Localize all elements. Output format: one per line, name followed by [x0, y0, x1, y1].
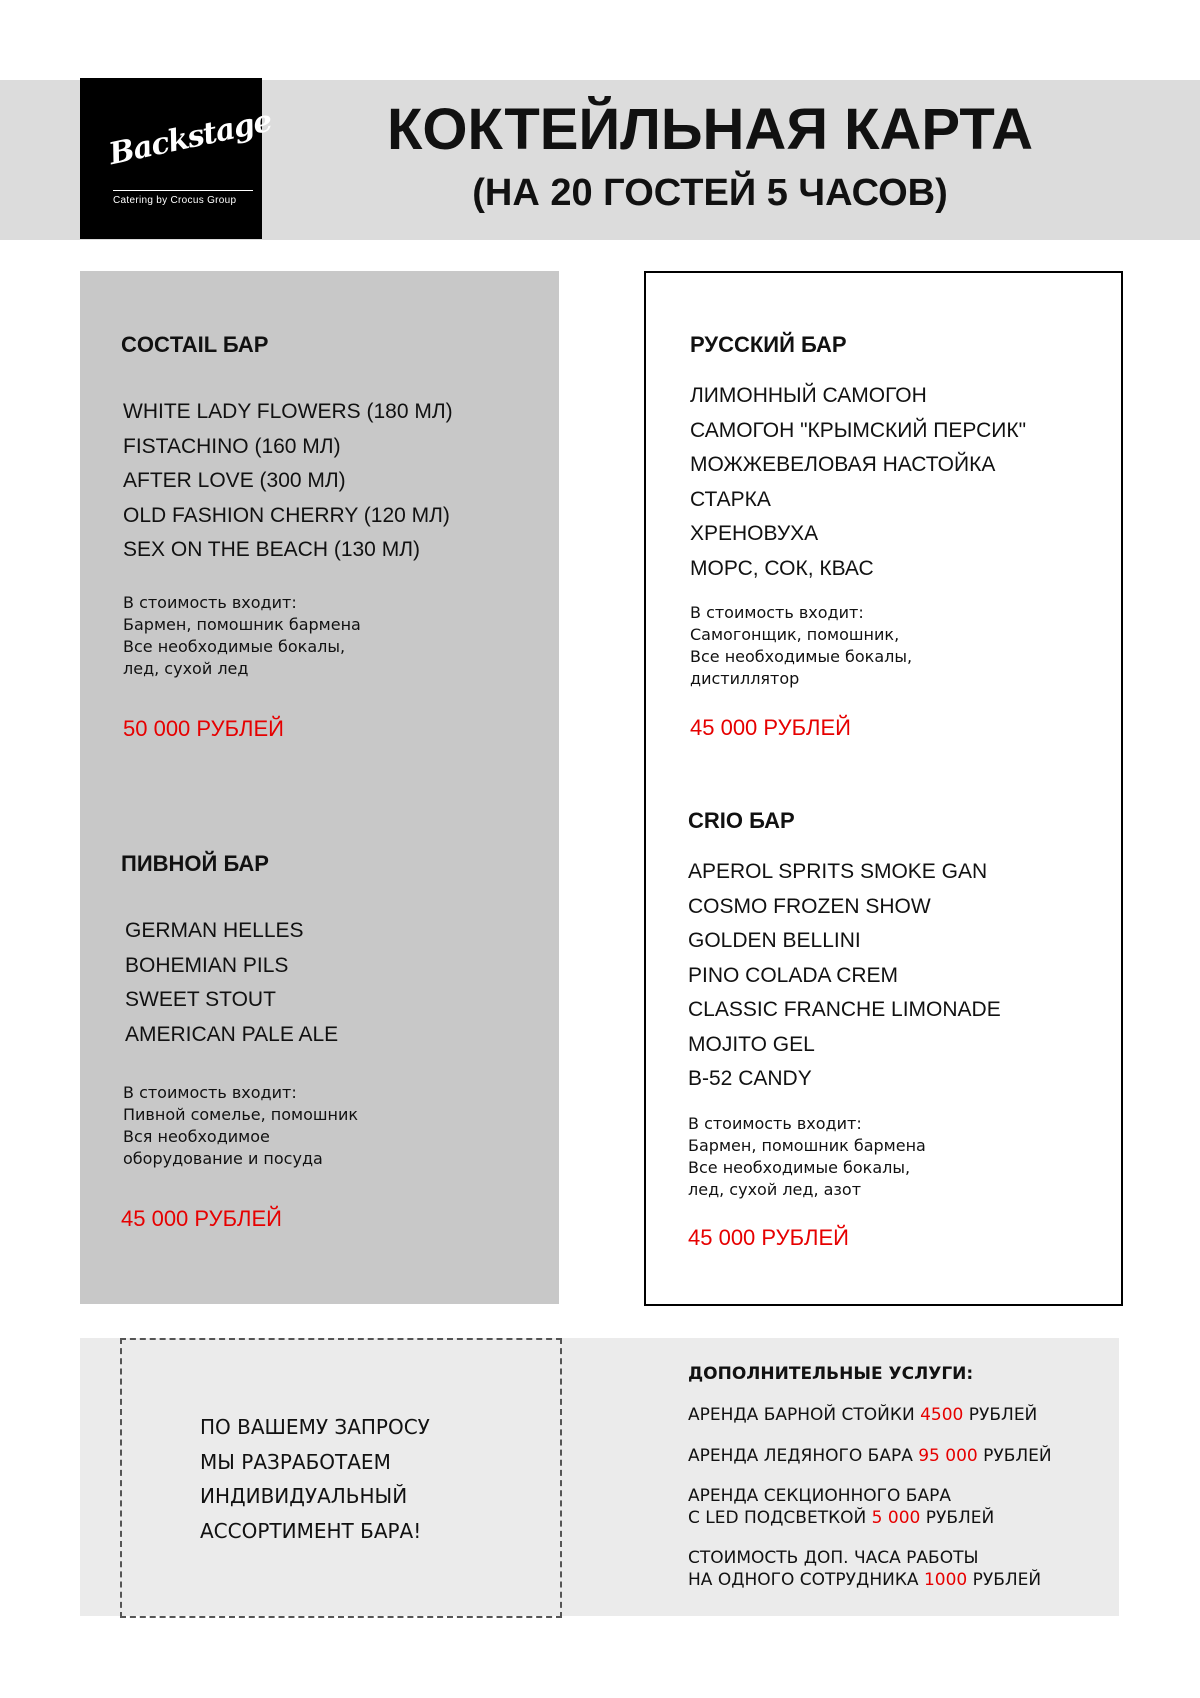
extra-price: 5 000 — [871, 1508, 921, 1528]
custom-request-line: ИНДИВИДУАЛЬНЫЙ — [200, 1484, 408, 1508]
list-item: СТАРКА — [690, 487, 771, 511]
page-title: КОКТЕЙЛЬНАЯ КАРТА — [387, 97, 1033, 162]
list-item: COSMO FROZEN SHOW — [688, 894, 931, 918]
list-item: SEX ON THE BEACH (130 МЛ) — [123, 538, 420, 561]
logo — [80, 78, 275, 239]
included-line: Все необходимые бокалы, — [123, 636, 346, 656]
page-subtitle: (НА 20 ГОСТЕЙ 5 ЧАСОВ) — [472, 172, 948, 214]
russian-bar-included — [690, 602, 1026, 690]
custom-request-line: АССОРТИМЕНТ БАРА! — [200, 1518, 422, 1543]
beer-bar-price: 45 000 РУБЛЕЙ — [121, 1206, 282, 1231]
included-line: Пивной сомелье, помошник — [123, 1105, 359, 1124]
extra-text: РУБЛЕЙ — [967, 1570, 1042, 1590]
list-item: SWEET STOUT — [125, 988, 276, 1011]
included-line: Самогонщик, помошник, — [690, 625, 900, 644]
included-line: Все необходимые бокалы, — [688, 1157, 911, 1177]
included-line: В стоимость входит: — [688, 1113, 862, 1133]
list-item: PINO COLADA CREM — [688, 963, 899, 987]
crio-bar-section — [688, 808, 1001, 1251]
extra-sectional-bar — [688, 1485, 994, 1529]
extras-title: ДОПОЛНИТЕЛЬНЫЕ УСЛУГИ: — [688, 1364, 974, 1384]
extra-text: РУБЛЕЙ — [977, 1446, 1052, 1466]
extra-price: 95 000 — [918, 1446, 978, 1466]
cocktail-bar-included — [123, 592, 453, 680]
included-line: оборудование и посуда — [123, 1149, 323, 1168]
cocktail-bar-items — [123, 395, 453, 568]
custom-request-text — [200, 1410, 530, 1548]
list-item: APEROL SPRITS SMOKE GAN — [688, 860, 988, 883]
russian-bar-section — [690, 332, 1026, 741]
list-item: ЛИМОННЫЙ САМОГОН — [690, 384, 927, 407]
list-item: MOJITO GEL — [688, 1032, 815, 1056]
list-item: BOHEMIAN PILS — [125, 953, 289, 977]
included-line: Все необходимые бокалы, — [690, 647, 913, 666]
list-item: B-52 CANDY — [688, 1067, 812, 1090]
extra-hour — [688, 1547, 1041, 1591]
list-item: WHITE LADY FLOWERS (180 МЛ) — [123, 400, 453, 423]
extra-price: 4500 — [920, 1405, 964, 1425]
included-line: В стоимость входит: — [123, 1083, 297, 1102]
included-line: Бармен, помошник бармена — [123, 614, 361, 634]
extra-text: РУБЛЕЙ — [920, 1508, 995, 1528]
extra-text: НА ОДНОГО СОТРУДНИКА — [688, 1570, 924, 1590]
extra-text: АРЕНДА ЛЕДЯНОГО БАРА — [688, 1446, 919, 1466]
included-line: В стоимость входит: — [123, 592, 297, 612]
included-line: Бармен, помошник бармена — [688, 1135, 926, 1155]
logo-script: Backstage — [105, 103, 275, 173]
extra-ice-bar — [688, 1445, 1052, 1467]
list-item: FISTACHINO (160 МЛ) — [123, 434, 341, 458]
list-item: ХРЕНОВУХА — [690, 522, 819, 545]
beer-bar-section — [121, 851, 358, 1232]
included-line: Вся необходимое — [123, 1127, 270, 1146]
extra-text: РУБЛЕЙ — [963, 1405, 1038, 1425]
crio-bar-title: CRIO БАР — [688, 808, 795, 833]
included-line: дистиллятор — [690, 669, 800, 688]
list-item: МОРС, СОК, КВАС — [690, 556, 874, 580]
extra-text: АРЕНДА СЕКЦИОННОГО БАРА — [688, 1486, 951, 1506]
crio-bar-items — [688, 855, 1001, 1097]
extra-text: СТОИМОСТЬ ДОП. ЧАСА РАБОТЫ — [688, 1548, 979, 1568]
cocktail-bar-price: 50 000 РУБЛЕЙ — [123, 715, 284, 741]
extra-text: АРЕНДА БАРНОЙ СТОЙКИ — [688, 1405, 921, 1425]
russian-bar-price: 45 000 РУБЛЕЙ — [690, 715, 851, 740]
list-item: GERMAN HELLES — [125, 919, 304, 942]
logo-subtitle: Catering by Crocus Group — [113, 190, 253, 206]
list-item: CLASSIC FRANCHE LIMONADE — [688, 998, 1001, 1021]
extra-price: 1000 — [923, 1570, 968, 1590]
extra-text: С LED ПОДСВЕТКОЙ — [688, 1508, 872, 1528]
beer-bar-title: ПИВНОЙ БАР — [121, 851, 269, 876]
custom-request-line: ПО ВАШЕМУ ЗАПРОСУ — [200, 1415, 430, 1439]
beer-bar-included — [123, 1082, 358, 1170]
list-item: МОЖЖЕВЕЛОВАЯ НАСТОЙКА — [690, 453, 996, 476]
russian-bar-title: РУССКИЙ БАР — [690, 332, 847, 357]
list-item: AMERICAN PALE ALE — [125, 1022, 339, 1046]
extra-counter — [688, 1404, 1037, 1426]
included-line: В стоимость входит: — [690, 603, 864, 622]
crio-bar-price: 45 000 РУБЛЕЙ — [688, 1224, 849, 1250]
custom-request-line: МЫ РАЗРАБОТАЕМ — [200, 1449, 391, 1474]
list-item: САМОГОН "КРЫМСКИЙ ПЕРСИК" — [690, 418, 1027, 442]
crio-bar-included — [688, 1113, 1001, 1201]
cocktail-bar-title: COCTAIL БАР — [121, 332, 269, 357]
list-item: OLD FASHION CHERRY (120 МЛ) — [123, 503, 450, 527]
cocktail-bar-section — [121, 332, 453, 742]
list-item: GOLDEN BELLINI — [688, 929, 861, 952]
beer-bar-items — [125, 914, 358, 1052]
included-line: лед, сухой лед — [123, 658, 249, 678]
list-item: AFTER LOVE (300 МЛ) — [123, 469, 346, 492]
russian-bar-items — [690, 379, 1026, 586]
included-line: лед, сухой лед, азот — [688, 1179, 862, 1199]
